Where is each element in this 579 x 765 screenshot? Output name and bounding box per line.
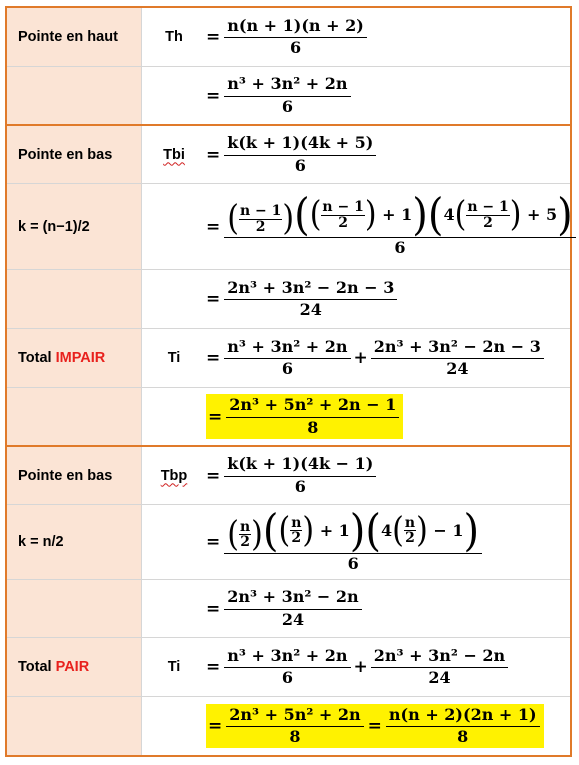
formula: = $\frac{\text{n³ + 3n² + 2n}}{6}$ + $\frac{\text{2n³ + 3n² − 2n}}{24}$ xyxy=(206,638,570,696)
row-label: Total IMPAIR xyxy=(7,329,142,387)
table-row xyxy=(7,184,573,270)
table-row xyxy=(7,697,570,755)
formula: = $\frac{k(k + 1)(4k + 5)}{6}$ xyxy=(206,126,570,183)
table-row xyxy=(7,505,570,580)
table-row xyxy=(7,126,570,184)
row-symbol: Tbi xyxy=(163,146,185,163)
row-symbol: Th xyxy=(165,29,183,45)
formula: = $\frac{\text{n³ + 3n² + 2n}}{6}$ xyxy=(206,67,570,124)
row-label: Pointe en bas xyxy=(7,447,142,504)
table-row xyxy=(7,447,570,505)
table-row xyxy=(7,580,570,638)
table-row xyxy=(7,67,570,126)
row-label: Total PAIR xyxy=(7,638,142,696)
formula xyxy=(206,388,570,445)
table-row xyxy=(7,638,570,697)
highlighted-result: = $\frac{\text{2n³ + 5n² + 2n}}{8}$ = $\frac{n(n + 2)(2n + 1)}{8}$ xyxy=(206,704,544,749)
row-label: Pointe en haut xyxy=(7,8,142,66)
formula: = $\frac{\text{2n³ + 3n² − 2n}}{24}$ xyxy=(206,580,570,637)
row-label: k = n/2 xyxy=(7,505,142,579)
row-label: k = (n−1)/2 xyxy=(7,184,142,269)
formula: = $\frac{\text{n³ + 3n² + 2n}}{6}$ + $\frac{\text{2n³ + 3n² − 2n − 3}}{24}$ xyxy=(206,329,570,387)
table-row xyxy=(7,270,570,329)
row-label xyxy=(7,67,142,124)
formula: = $\frac{\text{2n³ + 3n² − 2n − 3}}{24}$ xyxy=(206,270,570,328)
highlighted-result: = $\frac{\text{2n³ + 5n² + 2n − 1}}{8}$ xyxy=(206,394,403,439)
table-row xyxy=(7,329,570,388)
formula xyxy=(206,697,570,755)
row-symbol: Ti xyxy=(167,659,181,675)
table-row xyxy=(7,8,570,67)
formula: = $\frac{k(k + 1)(4k - 1)}{6}$ xyxy=(206,447,570,504)
row-label: Pointe en bas xyxy=(7,126,142,183)
formula: = ( n 2 ) ( ( n 2 ) + 1 ) ( 4 ( n 2 ) − 1 ) 6 xyxy=(206,505,570,579)
row-symbol: Tbp xyxy=(160,467,188,484)
row-symbol: Ti xyxy=(167,350,181,366)
formula: = $\frac{n(n + 1)(n + 2)}{6}$ xyxy=(206,8,570,66)
table-row xyxy=(7,388,570,447)
formula: = ( n − 1 2 ) ( ( n − 1 2 ) + 1 ) ( 4 ( n − 1 2 ) + 5 ) 6 xyxy=(206,184,570,269)
